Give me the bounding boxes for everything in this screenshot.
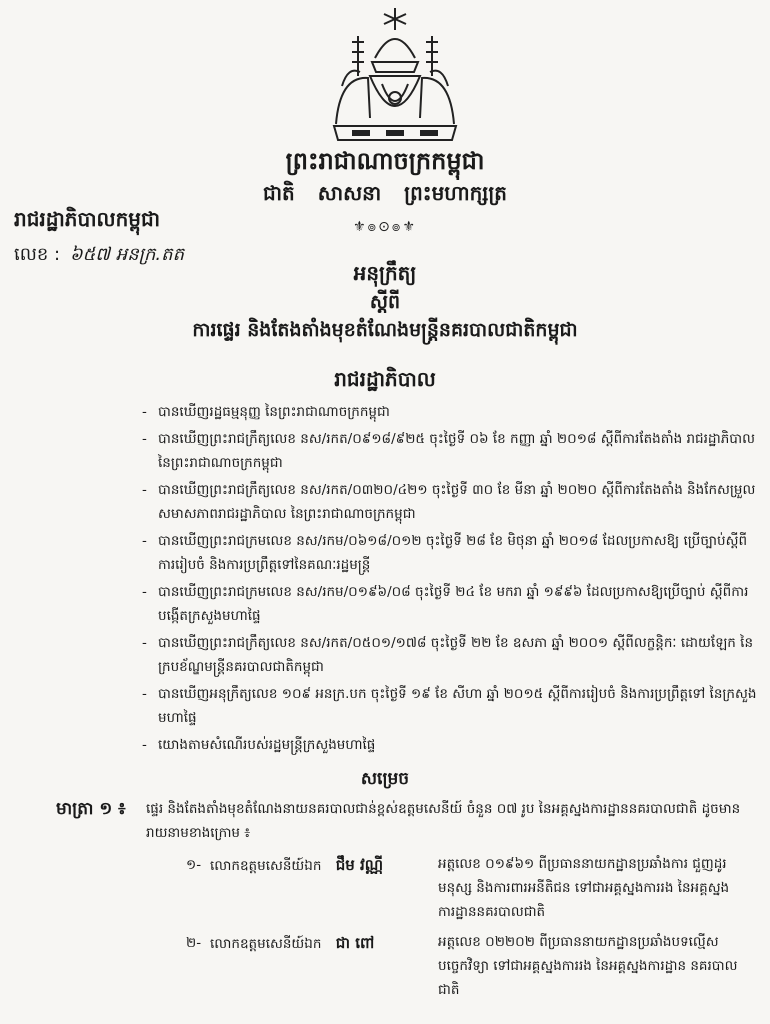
national-motto: ជាតិ សាសនា ព្រះមហាក្សត្រ — [263, 181, 507, 205]
document-about: ស្តីពី — [369, 291, 401, 313]
appointee-detail: អត្តលេខ ០១៩៦១ ពីប្រធាននាយកដ្ឋានប្រឆាំងការ ជួញដូរមនុស្ស និងការពារអនីតិជន ទៅជាអគ្គស្នងការរង នៃអគ្គស្នងការដ្ឋាននគរបាលជាតិ — [438, 856, 730, 920]
appointee-name-line — [210, 934, 374, 956]
body-heading: រាជរដ្ឋាភិបាល — [334, 367, 436, 391]
references-list — [142, 400, 762, 760]
royal-coat-of-arms-icon — [330, 6, 460, 142]
decree-number-value: ៦៥៧ អនក្រ.តត — [69, 244, 184, 265]
article-1-label: មាត្រា ១ ៖ — [56, 799, 126, 819]
appointee-number: ១- — [186, 857, 202, 873]
appointee-rank: លោកឧត្តមសេនីយ៍ឯក — [210, 936, 322, 952]
decree-number-label: លេខ : — [14, 244, 61, 265]
decision-heading: សម្រេច — [360, 769, 410, 789]
reference-item: - បានឃើញរដ្ឋធម្មនុញ្ញ នៃព្រះរាជាណាចក្រកម្ពុជា — [142, 400, 762, 424]
kingdom-name: ព្រះរាជាណាចក្រកម្ពុជា — [285, 147, 485, 175]
article-1-text: ផ្ទេរ និងតែងតាំងមុខតំណែងនាយនគរបាលជាន់ខ្ពស់ឧត្តមសេនីយ៍ ចំនួន ០៧ រូប នៃអគ្គស្នងការដ្ឋាននគរបាលជាតិ ដូចមានរាយនាមខាងក្រោម ៖ — [146, 801, 741, 841]
reference-item: - បានឃើញព្រះរាជក្រឹត្យលេខ នស/រកត/០៩១៨/៩២៥ ចុះថ្ងៃទី ០៦ ខែ កញ្ញា ឆ្នាំ ២០១៨ ស្តីពីការតែងតាំង រាជរដ្ឋាភិបាល នៃព្រះរាជាណាចក្រកម្ពុជា — [142, 427, 762, 475]
reference-item: - បានឃើញព្រះរាជក្រឹត្យលេខ នស/រកត/០៣២០/៤២១ ចុះថ្ងៃទី ៣០ ខែ មីនា ឆ្នាំ ២០២០ ស្តីពីការតែងតាំង និងកែសម្រួលសមាសភាពរាជរដ្ឋាភិបាល នៃព្រះរាជាណាចក្រកម្ពុជា — [142, 478, 762, 526]
document-type: អនុក្រឹត្យ — [353, 261, 417, 285]
appointee-name-line — [210, 856, 383, 878]
reference-item: - បានឃើញអនុក្រឹត្យលេខ ១០៩ អនក្រ.បក ចុះថ្ងៃទី ១៩ ខែ សីហា ឆ្នាំ ២០១៥ ស្តីពីការរៀបចំ និងការប្រព្រឹត្តទៅ នៃក្រសួងមហាផ្ទៃ — [142, 682, 762, 730]
issuer: រាជរដ្ឋាភិបាលកម្ពុជា — [14, 207, 160, 231]
reference-item: - យោងតាមសំណើរបស់រដ្ឋមន្រ្តីក្រសួងមហាផ្ទៃ — [142, 733, 762, 757]
appointee-name: ជា ពៅ — [335, 934, 375, 952]
appointee-name: ជឹម វណ្ណី — [335, 856, 384, 874]
reference-item: - បានឃើញព្រះរាជក្រមលេខ នស/រកម/០១៩៦/០៨ ចុះថ្ងៃទី ២៤ ខែ មករា ឆ្នាំ ១៩៩៦ ដែលប្រកាសឱ្យប្រើច្បាប់ ស្តីពីការបង្កើតក្រសួងមហាផ្ទៃ — [142, 580, 762, 628]
reference-item: - បានឃើញព្រះរាជក្រមលេខ នស/រកម/០៦១៨/០១២ ចុះថ្ងៃទី ២៨ ខែ មិថុនា ឆ្នាំ ២០១៨ ដែលប្រកាសឱ្យ ប្រើច្បាប់ស្តីពីការរៀបចំ និងការប្រព្រឹត្តទៅនៃគណៈរដ្ឋមន្រ្តី — [142, 529, 762, 577]
reference-item: - បានឃើញព្រះរាជក្រឹត្យលេខ នស/រកត/០៥០១/១៧៨ ចុះថ្ងៃទី ២២ ខែ ឧសភា ឆ្នាំ ២០០១ ស្តីពីលក្ខន្តិកៈ ដោយឡែក នៃក្របខ័ណ្ឌមន្រ្តីនគរបាលជាតិកម្ពុជា — [142, 631, 762, 679]
appointee-detail: អត្តលេខ ០២២០២ ពីប្រធាននាយកដ្ឋានប្រឆាំងបទល្មើស បច្ចេកវិទ្យា ទៅជាអគ្គស្នងការរង នៃអគ្គស្នងការដ្ឋាន នគរបាលជាតិ — [438, 934, 738, 998]
document-subject: ការផ្ទេរ និងតែងតាំងមុខតំណែងមន្រ្តីនគរបាលជាតិកម្ពុជា — [192, 319, 578, 341]
ornament-divider: ⚜๏⊙๏⚜ — [353, 219, 417, 235]
appointee-number: ២- — [186, 935, 202, 951]
appointee-rank: លោកឧត្តមសេនីយ៍ឯក — [210, 858, 322, 874]
